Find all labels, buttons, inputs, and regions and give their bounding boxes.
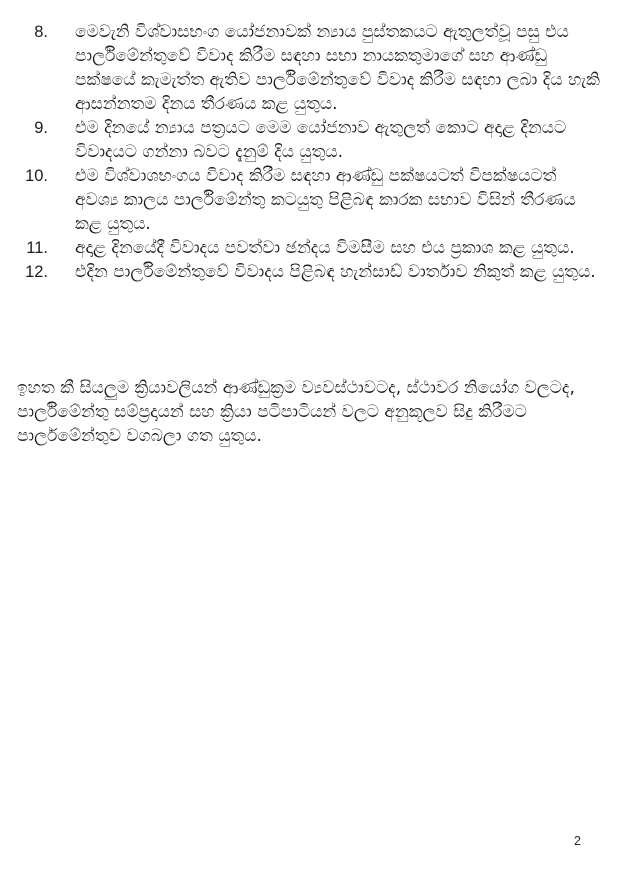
list-item [17,260,600,284]
list-item [17,20,600,116]
list-item-text: එදින පාර්ලිමේන්තුවේ විවාදය පිළිබඳ හැන්සාඩ් වාර්තාව නිකුත් කළ යුතුය. [75,262,596,282]
list-item-text: එම දිනයේ න්‍යාය පත්‍රයට මෙම යෝජනාව ඇතුලත් කොට අදාළ දිනයට විවාදයට ගන්නා බවට දැනුම් දිය යුතුය. [75,118,567,162]
list-item-number: 11. [26,239,48,257]
list-item-number: 8. [34,23,48,41]
list-item [17,164,600,236]
list-item-number: 10. [25,167,48,185]
list-item-text: එම විශ්වාශභංගය විවාද කිරීම සඳහා ආණ්ඩු පක්ෂයටත් විපක්ෂයටත් අවශ්‍ය කාලය පාර්ලිමේන්තු කටයුතු පිළිබඳ කාරක සභාව විසින් තීරණය කළ යුතුය. [75,166,576,234]
closing-paragraph: ඉහත කී සියලුම ක්‍රියාවලියන් ආණ්ඩුක්‍රම ව්‍යවස්ථාවටද, ස්ථාවර නියෝග වලටද, පාර්ලිමේන්තු සම්ප්‍රදායන් සහ ක්‍රියා පටිපාටියන් වලට අනුකූලව සිදු කිරීමට පාර්ලමේන්තුව වගබලා ගත යුතුය. [17,378,575,446]
list-item-number: 9. [34,119,48,137]
list-item-number: 12. [25,263,48,281]
page-number: 2 [574,834,581,848]
numbered-list [17,20,600,284]
list-item [17,116,600,164]
list-item-text: මෙවැනි විශ්වාසභංග යෝජනාවක් න්‍යාය පුස්තකයට ඇතුලත්වූ පසු එය පාර්ලිමේන්තුවේ විවාද කිරීම සඳහා සභා නායකතුමාගේ සහ ආණ්ඩු පක්ෂයේ කැමැත්ත ඇතිව පාර්ලිමේන්තුවේ විවාද කිරීම සඳහා ලබා දිය හැකි ආසන්නතම දිනය තීරණය කළ යුතුය. [75,22,600,114]
list-item-text: අදාළ දිනයේදී විවාදය පවත්වා ඡන්දය විමසීම සහ එය ප්‍රකාශ කළ යුතුය. [75,238,575,258]
list-item [17,236,600,260]
